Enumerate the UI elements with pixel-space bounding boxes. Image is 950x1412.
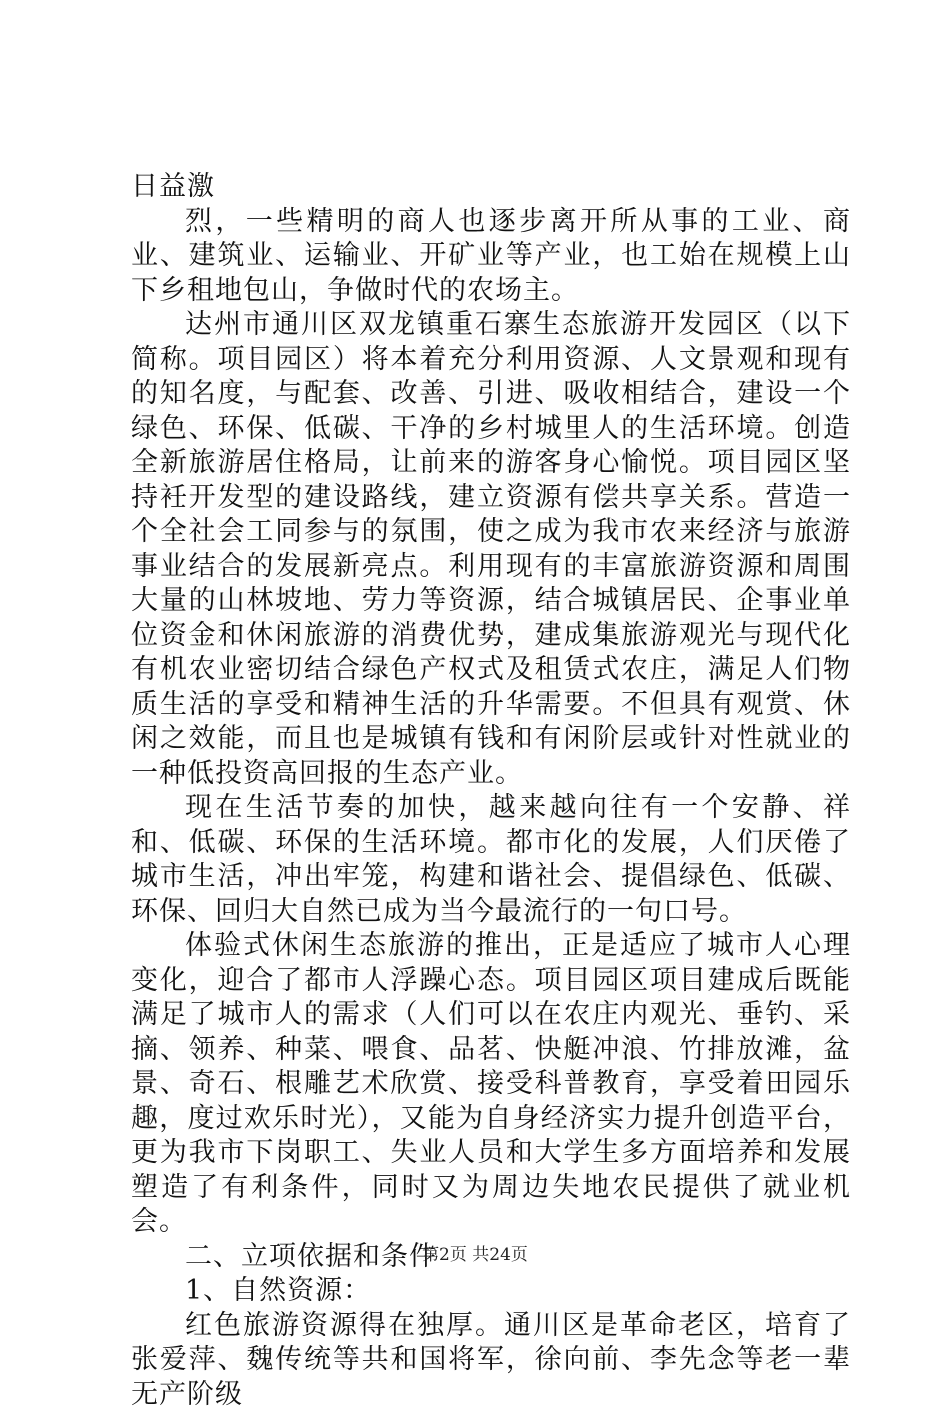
- paragraph-8: 红色旅游资源得在独厚。通川区是革命老区，培育了张爱萍、魏传统等共和国将军，徐向前、李先念等老一辈无产阶级: [131, 1309, 851, 1412]
- paragraph-4: 现在生活节奏的加快，越来越向往有一个安静、祥和、低碳、环保的生活环境。都市化的发展，人们厌倦了城市生活，冲出牢笼，构建和谐社会、提倡绿色、低碳、环保、回归大自然已成为当今最流行的一句口号。: [131, 791, 851, 929]
- document-body: [131, 170, 851, 1412]
- page-number-footer: 第2页 共24页: [0, 1244, 950, 1266]
- paragraph-1: 日益激: [131, 170, 851, 205]
- paragraph-3: 达州市通川区双龙镇重石寨生态旅游开发园区（以下简称。项目园区）将本着充分利用资源、人文景观和现有的知名度，与配套、改善、引进、吸收相结合，建设一个绿色、环保、低碳、干净的乡村城里人的生活环境。创造全新旅游居住格局，让前来的游客身心愉悦。项目园区坚持衽开发型的建设路线，建立资源有偿共享关系。营造一个全社会工同参与的氛围，使之成为我市农来经济与旅游事业结合的发展新亮点。利用现有的丰富旅游资源和周围大量的山林坡地、劳力等资源，结合城镇居民、企事业单位资金和休闲旅游的消费优势，建成集旅游观光与现代化有机农业密切结合绿色产权式及租赁式农庄，满足人们物质生活的享受和精神生活的升华需要。不但具有观赏、休闲之效能，而且也是城镇有钱和有闲阶层或针对性就业的一种低投资高回报的生态产业。: [131, 308, 851, 791]
- paragraph-5: 体验式休闲生态旅游的推出，正是适应了城市人心理变化，迎合了都市人浮躁心态。项目园区项目建成后既能满足了城市人的需求（人们可以在农庄内观光、垂钓、采摘、领养、种菜、喂食、品茗、快艇冲浪、竹排放滩，盆景、奇石、根雕艺术欣赏、接受科普教育，享受着田园乐趣，度过欢乐时光），又能为自身经济实力提升创造平台，更为我市下岗职工、失业人员和大学生多方面培养和发展塑造了有利条件，同时又为周边失地农民提供了就业机会。: [131, 929, 851, 1240]
- subsection-heading: 1、自然资源：: [131, 1274, 851, 1309]
- section-heading: 二、立项依据和条件: [131, 1240, 851, 1275]
- paragraph-2: 烈，一些精明的商人也逐步离开所从事的工业、商业、建筑业、运输业、开矿业等产业，也工始在规模上山下乡租地包山，争做时代的农场主。: [131, 205, 851, 309]
